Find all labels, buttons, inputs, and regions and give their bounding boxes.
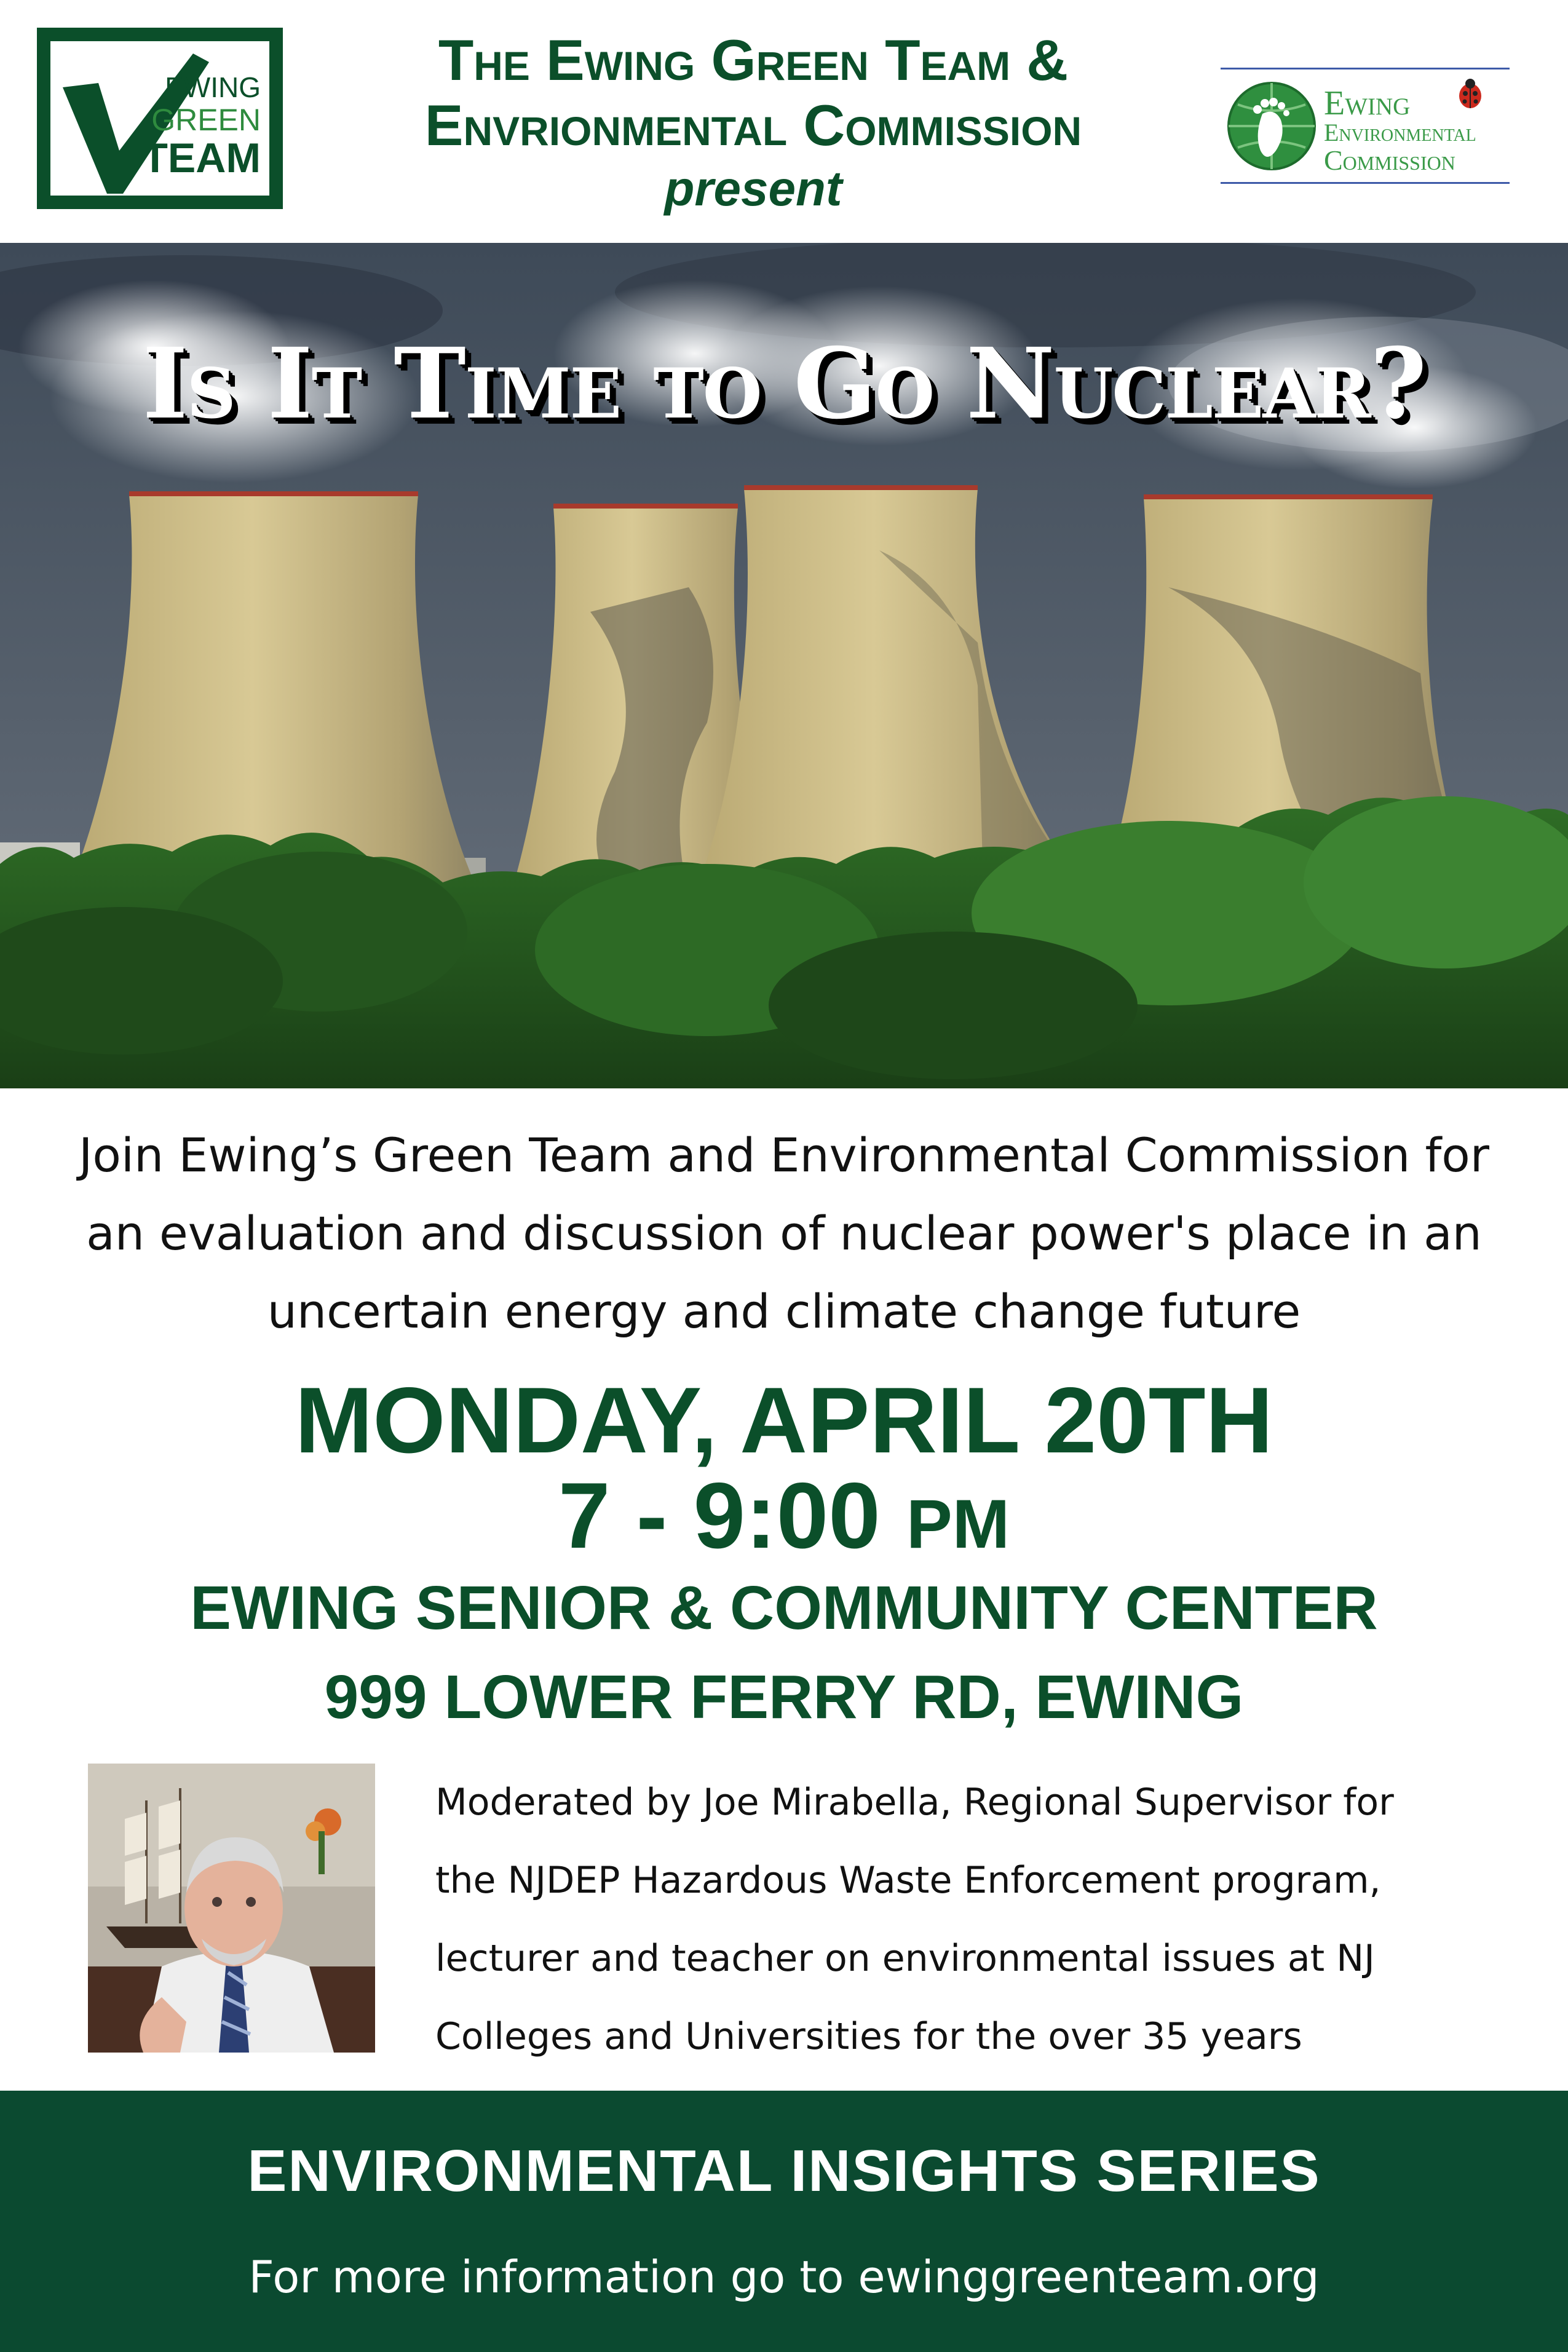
event-time xyxy=(0,1463,1568,1570)
moderator-photo xyxy=(88,1764,375,2053)
header-title-line2: Envrionmental Commission xyxy=(424,93,1082,157)
moderator-line4: Colleges and Universities for the over 35 years xyxy=(435,2015,1302,2058)
intro-line1: Join Ewing’s Green Team and Environmental Commission for xyxy=(79,1128,1489,1182)
header xyxy=(0,0,1568,243)
banner-title: Is It Time to Go Nuclear? xyxy=(142,327,1426,441)
moderator-line2: the NJDEP Hazardous Waste Enforcement program, xyxy=(435,1859,1381,1902)
event-venue: EWING SENIOR & COMMUNITY CENTER xyxy=(190,1574,1378,1642)
event-address: 999 LOWER FERRY RD, EWING xyxy=(324,1663,1244,1732)
green-team-logo-line3: TEAM xyxy=(142,135,261,181)
intro-text xyxy=(43,1116,1525,1350)
green-team-logo-line1: EWING xyxy=(165,71,261,103)
footer xyxy=(0,2091,1568,2352)
green-team-logo-panel xyxy=(50,41,269,196)
event-time-range: 7 - 9:00 xyxy=(558,1463,881,1568)
series-title: ENVIRONMENTAL INSIGHTS SERIES xyxy=(247,2138,1321,2204)
moderator-line3: lecturer and teacher on environmental issues at NJ xyxy=(435,1937,1375,1980)
moderator-line1: Moderated by Joe Mirabella, Regional Supervisor for xyxy=(435,1781,1394,1824)
environmental-commission-logo xyxy=(1221,68,1510,184)
globe-footprint-icon xyxy=(1225,80,1318,172)
intro-line3: uncertain energy and climate change future xyxy=(267,1284,1301,1339)
green-team-logo-line2: GREEN xyxy=(151,103,261,137)
event-date: MONDAY, APRIL 20TH xyxy=(295,1368,1273,1473)
commission-logo-line3: Commission xyxy=(1324,145,1455,176)
more-info-text: For more information go to ewinggreenteam.org xyxy=(248,2251,1320,2303)
intro-line2: an evaluation and discussion of nuclear power's place in an xyxy=(86,1206,1482,1261)
commission-logo-line2: Environmental xyxy=(1324,119,1476,146)
moderator-bio xyxy=(435,1764,1518,2076)
logo-rule-bottom xyxy=(1221,182,1510,184)
commission-logo-line1: Ewing xyxy=(1324,84,1411,122)
header-title xyxy=(289,28,1218,158)
ladybug-icon xyxy=(1453,76,1487,111)
event-time-suffix: PM xyxy=(906,1486,1010,1562)
green-team-logo xyxy=(37,28,283,209)
header-present: present xyxy=(664,161,842,216)
header-title-line1: The Ewing Green Team & xyxy=(438,28,1069,92)
logo-rule-top xyxy=(1221,68,1510,69)
